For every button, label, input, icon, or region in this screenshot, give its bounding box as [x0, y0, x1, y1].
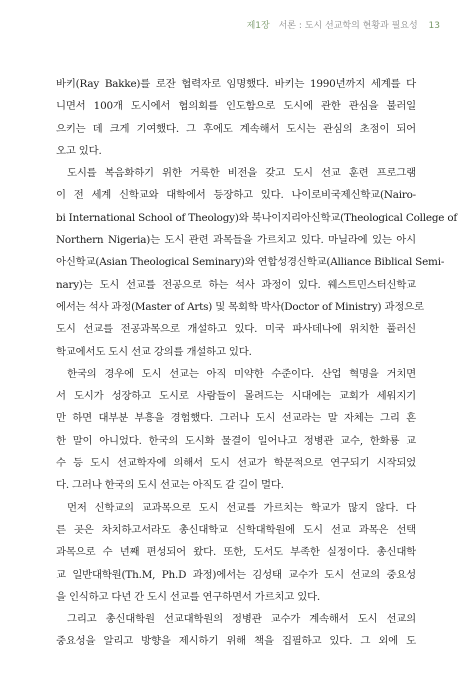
- text-line: 아신학교(Asian Theological Seminary)와 연합성경신학교(Alliance Biblical Semi-: [56, 256, 445, 269]
- chapter-label: 제1장: [246, 21, 270, 31]
- page-number: 13: [428, 21, 440, 31]
- text-line: bi International School of Theology)와 북나이지리아신학교(Theological College of: [56, 211, 458, 224]
- text-line: 른 곳은 차치하고서라도 총신대학교 신학대학원에 도시 선교 과목은 선택: [56, 523, 416, 536]
- text-line: 교 일반대학원(Th.M, Ph.D 과정)에서는 김성태 교수가 도시 선교의 중요성: [56, 568, 416, 581]
- text-line: 과목으로 수 년째 편성되어 왔다. 또한, 도서도 부족한 실정이다. 총신대학: [56, 546, 416, 559]
- text-line: 학교에서도 도시 선교 강의를 개설하고 있다.: [56, 345, 252, 358]
- text-line: nary)는 도시 선교를 전공으로 하는 석사 과정이 있다. 웨스트민스터신학교: [56, 278, 416, 291]
- text-line: 수 등 도시 선교학자에 의해서 도시 선교가 학문적으로 연구되기 시작되었: [56, 457, 416, 470]
- text-line: 으키는 데 크게 기여했다. 그 후에도 계속해서 도시는 관심의 초점이 되어: [56, 122, 416, 135]
- text-line: 에서는 석사 과정(Master of Arts) 및 목회학 박사(Doctor of Ministry) 과정으로: [56, 300, 424, 313]
- text-line: 다. 그러나 한국의 도시 선교는 아직도 갈 길이 멀다.: [56, 479, 284, 492]
- running-header: [247, 18, 440, 31]
- text-line: 바키(Ray Bakke)를 로잔 협력자로 임명했다. 바키는 1990년까지 세계를 다: [56, 78, 416, 90]
- text-line: Northern Nigeria)는 도시 관련 과목들을 가르치고 있다. 마닐라에 있는 아시: [56, 234, 416, 247]
- paragraph-first-line: 먼저 신학교의 교과목으로 도시 선교를 가르치는 학교가 많지 않다. 다: [67, 501, 416, 514]
- text-line: 만 하면 대부분 부흥을 경험했다. 그러나 도시 선교라는 말 자체는 그리 흔: [56, 412, 416, 425]
- text-line: 중요성을 알리고 방향을 제시하기 위해 책을 집필하고 있다. 그 외에 도: [56, 635, 416, 648]
- paragraph-first-line: 도시를 복음화하기 위한 거룩한 비전을 갖고 도시 선교 훈련 프로그램: [67, 167, 416, 180]
- text-line: 도시 선교를 전공과목으로 개설하고 있다. 미국 파사데나에 위치한 풀러신: [56, 323, 416, 336]
- body-text: [56, 73, 458, 653]
- text-line: 이 전 세계 신학교와 대학에서 등장하고 있다. 나이로비국제신학교(Nairo-: [56, 189, 416, 202]
- section-title: 서론 : 도시 선교학의 현황과 필요성: [278, 21, 418, 31]
- text-line: 을 인식하고 다년 간 도시 선교를 연구하면서 가르치고 있다.: [56, 590, 321, 603]
- text-line: 서 도시가 성장하고 도시로 사람들이 몰려드는 시대에는 교회가 세워지기: [56, 390, 416, 403]
- text-line: 니면서 100개 도시에서 협의회를 인도함으로 도시에 관한 관심을 불러일: [56, 100, 416, 113]
- paragraph-first-line: 한국의 경우에 도시 선교는 아직 미약한 수준이다. 산업 혁명을 거치면: [67, 367, 416, 380]
- paragraph-first-line: 그리고 총신대학원 선교대학원의 정병관 교수가 계속해서 도시 선교의: [67, 613, 416, 626]
- text-line: 한 말이 아니었다. 한국의 도시화 물결이 일어나고 정병관 교수, 한화룡 교: [56, 434, 416, 447]
- text-line: 오고 있다.: [56, 144, 102, 157]
